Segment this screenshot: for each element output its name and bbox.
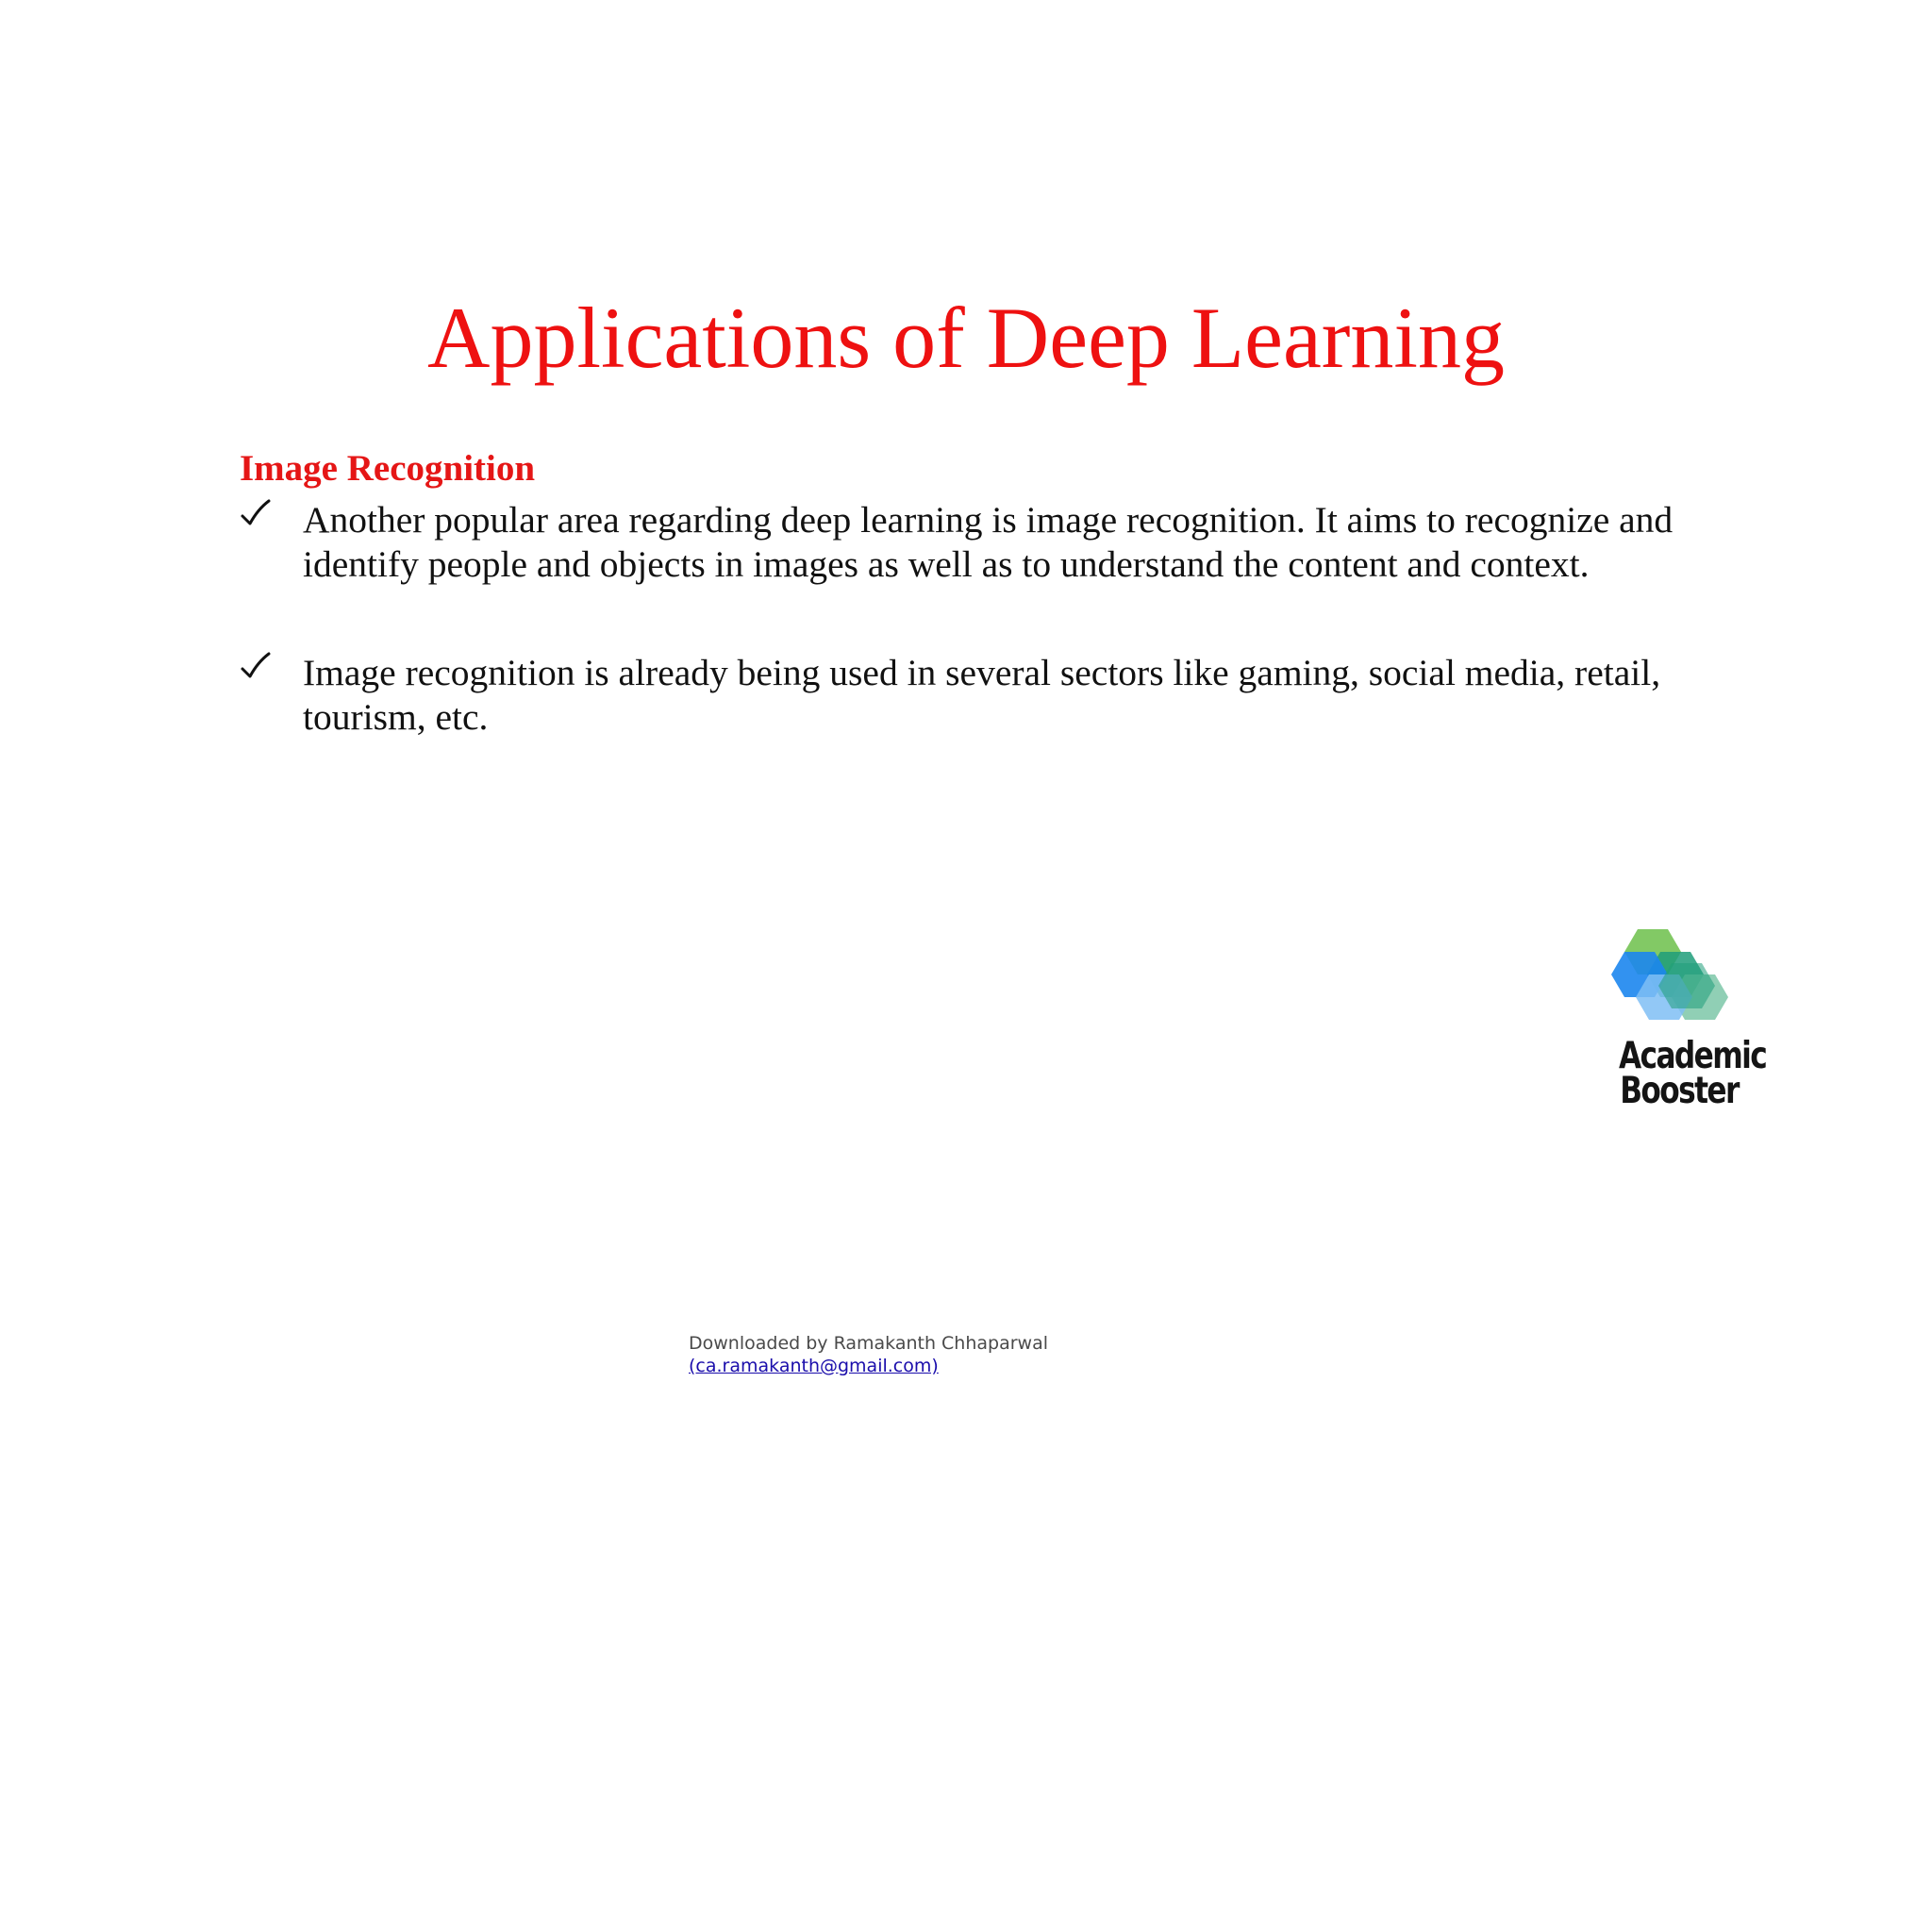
check-icon [240,498,272,530]
downloader-email-link[interactable]: (ca.ramakanth@gmail.com) [689,1356,939,1376]
bullet-text: Another popular area regarding deep learning is image recognition. It aims to recognize and identify people and objects in images as well as to understand the content and context. [303,499,1674,585]
check-icon [240,651,272,683]
slide-title: Applications of Deep Learning [427,290,1505,386]
logo-text-line2: Booster [1620,1070,1739,1112]
logo-text-line1: Academic [1619,1035,1767,1077]
section-heading: Image Recognition [240,448,536,489]
downloaded-by-note: Downloaded by Ramakanth Chhaparwal [689,1333,1049,1354]
bullet-text: Image recognition is already being used in several sectors like gaming, social media, retail, tourism, etc. [303,652,1661,738]
academic-booster-logo-icon [1611,929,1743,1033]
academic-booster-logo [1604,929,1767,1118]
